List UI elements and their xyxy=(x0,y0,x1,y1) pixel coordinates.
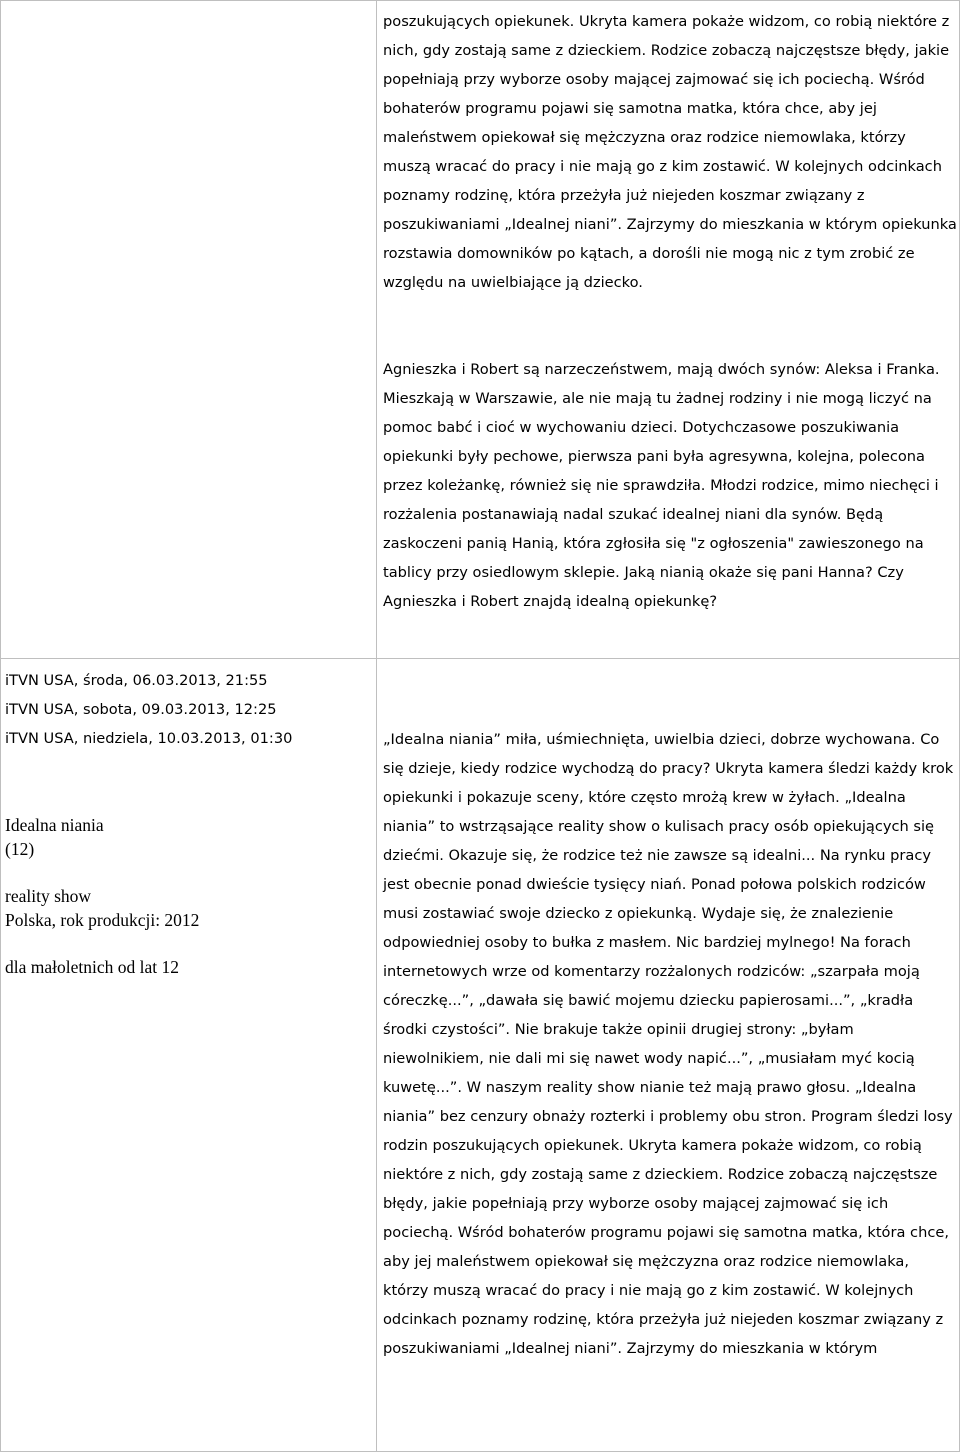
broadcast-item: iTVN USA, sobota, 09.03.2013, 12:25 xyxy=(5,701,277,718)
description-text: „Idealna niania” miła, uśmiechnięta, uwielbia dzieci, dobrze wychowana. Co się dzieje, kiedy rodzice wychodzą do pracy? Ukryta kamera śledzi każdy krok opiekunki i pokazuje sceny, które często mrożą krew w żyłach. „Idealna niania” to wstrząsające reality show o kulisach pracy osób opiekujących się dziećmi. Okazuje się, że rodzice też nie zawsze są idealni... Na rynku pracy jest obecnie ponad dwieście tysięcy niań. Ponad połowa polskich rodziców musi zostawiać swoje dziecko z opiekunką. Wydaje się, że znalezienie odpowiedniej osoby to bułka z masłem. Nic bardziej mylnego! Na forach internetowych wrze od komentarzy rozżalonych rodziców: „szarpała moją córeczkę...”, „dawała się bawić mojemu dziecku papierosami...”, „kradła środki czystości”. Nie brakuje także opinii drugiej strony: „byłam niewolnikiem, nie dali mi się nawet wody napić...”, „musiałam myć kocią kuwetę...”. W naszym reality show nianie też mają prawo głosu. „Idealna niania” bez cenzury obnaży rozterki i problemy obu stron. Program śledzi losy rodzin poszukujących opiekunek. Ukryta kamera pokaże widzom, co robią niektóre z nich, gdy zostają same z dzieckiem. Rodzice zobaczą najczęstsze błędy, jakie popełniają przy wyborze osoby mającej zajmować się ich pociechą. Wśród bohaterów programu pojawi się samotna matka, która chce, aby jej maleństwem opiekował się mężczyzna oraz rodzice niemowlaka, którzy muszą wracać do pracy i nie mają go z kim zostawić. W kolejnych odcinkach poznamy rodzinę, która przeżyła już niejeden koszmar związany z poszukiwaniami „Idealnej niani”. Zajrzymy do mieszkania w którym xyxy=(383,731,954,1357)
table-cell-empty xyxy=(0,0,377,659)
description-text: Agnieszka i Robert są narzeczeństwem, mają dwóch synów: Aleksa i Franka. Mieszkają w Warszawie, ale nie mają tu żadnej rodziny i nie mogą liczyć na pomoc babć i cioć w wychowaniu dzieci. Dotychczasowe poszukiwania opiekunki były pechowe, pierwsza pani była agresywna, kolejna, polecona przez koleżankę, również się nie sprawdziła. Młodzi rodzice, mimo niechęci i rozżalenia postanawiają nadal szukać idealnej niani dla synów. Będą zaskoczeni panią Hanią, która zgłosiła się "z ogłoszenia" zawieszonego na tablicy przy osiedlowym sklepie. Jaką nianią okaże się pani Hanna? Czy Agnieszka i Robert znajdą idealną opiekunkę? xyxy=(383,361,940,610)
age-rating: dla małoletnich od lat 12 xyxy=(5,957,179,977)
description-text: poszukujących opiekunek. Ukryta kamera pokaże widzom, co robią niektóre z nich, gdy zostają same z dzieckiem. Rodzice zobaczą najczęstsze błędy, jakie popełniają przy wyborze osoby mającej zajmować się ich pociechą. Wśród bohaterów programu pojawi się samotna matka, która chce, aby jej maleństwem opiekował się mężczyzna oraz rodzice niemowlaka, którzy muszą wracać do pracy i nie mają go z kim zostawić. W kolejnych odcinkach poznamy rodzinę, która przeżyła już niejeden koszmar związany z poszukiwaniami „Idealnej niani”. Zajrzymy do mieszkania w którym opiekunka rozstawia domowników po kątach, a dorośli nie mogą nic z tym zrobić ze względu na uwielbiające ją dziecko. xyxy=(383,13,957,291)
broadcast-item: iTVN USA, niedziela, 10.03.2013, 01:30 xyxy=(5,730,293,747)
production-info: Polska, rok produkcji: 2012 xyxy=(5,910,200,930)
episode-description xyxy=(383,355,957,616)
table-cell-program-info xyxy=(0,658,377,1452)
broadcast-list xyxy=(5,666,365,753)
description-continued xyxy=(383,7,957,297)
show-title: Idealna niania xyxy=(5,815,104,835)
series-description xyxy=(383,725,957,1363)
episode-number: (12) xyxy=(5,839,35,859)
show-genre: reality show xyxy=(5,886,92,906)
broadcast-item: iTVN USA, środa, 06.03.2013, 21:55 xyxy=(5,672,268,689)
